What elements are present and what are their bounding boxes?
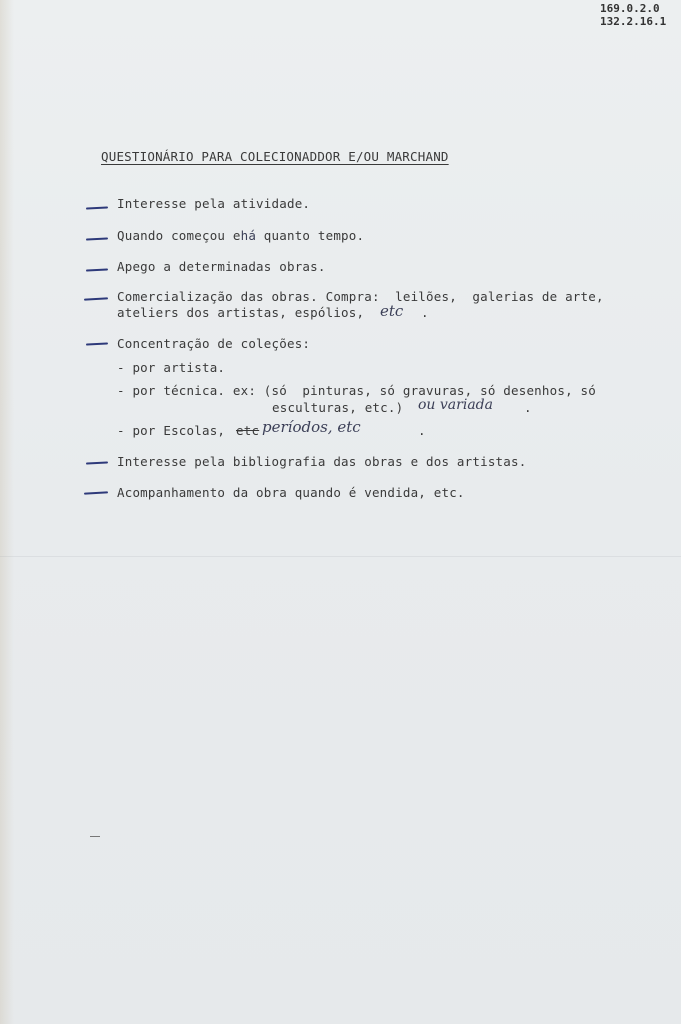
annotation-period: . [524, 400, 532, 415]
list-item: Quando começou ehá quanto tempo. [117, 228, 365, 243]
stray-mark [90, 836, 100, 837]
sub-item: - por técnica. ex: (só pinturas, só gravuras, só desenhos, só [117, 383, 596, 398]
document-title: QUESTIONÁRIO PARA COLECIONADDOR E/OU MARCHAND [101, 149, 449, 164]
annotation-period: . [418, 423, 426, 438]
checkmark-dash-icon [86, 206, 108, 209]
sub-item-continuation: esculturas, etc.) [272, 400, 404, 415]
handwritten-annotation: etc [380, 302, 404, 320]
handwritten-annotation: períodos, etc [262, 418, 361, 436]
list-item: Interesse pela atividade. [117, 196, 311, 211]
list-item-continuation: ateliers dos artistas, espólios, [117, 305, 365, 320]
list-item: Comercialização das obras. Compra: leilões, galerias de arte, [117, 289, 604, 304]
struck-text: etc [236, 423, 260, 438]
checkmark-dash-icon [86, 461, 108, 464]
list-item: Interesse pela bibliografia das obras e dos artistas. [117, 454, 527, 469]
list-item: Concentração de coleções: [117, 336, 311, 351]
checkmark-dash-icon [84, 297, 108, 300]
archive-code-2: 132.2.16.1 [600, 15, 667, 28]
handwritten-annotation: ou variada [418, 397, 493, 413]
sub-item: - por Escolas, [117, 423, 226, 438]
annotation-period: . [421, 305, 429, 320]
sub-item: - por artista. [117, 360, 226, 375]
list-item: Acompanhamento da obra quando é vendida, etc. [117, 485, 465, 500]
archive-code-1: 169.0.2.0 [600, 2, 660, 15]
checkmark-dash-icon [84, 491, 108, 494]
fold-line [0, 556, 681, 557]
checkmark-dash-icon [86, 342, 108, 345]
checkmark-dash-icon [86, 268, 108, 271]
list-item: Apego a determinadas obras. [117, 259, 326, 274]
checkmark-dash-icon [86, 237, 108, 240]
